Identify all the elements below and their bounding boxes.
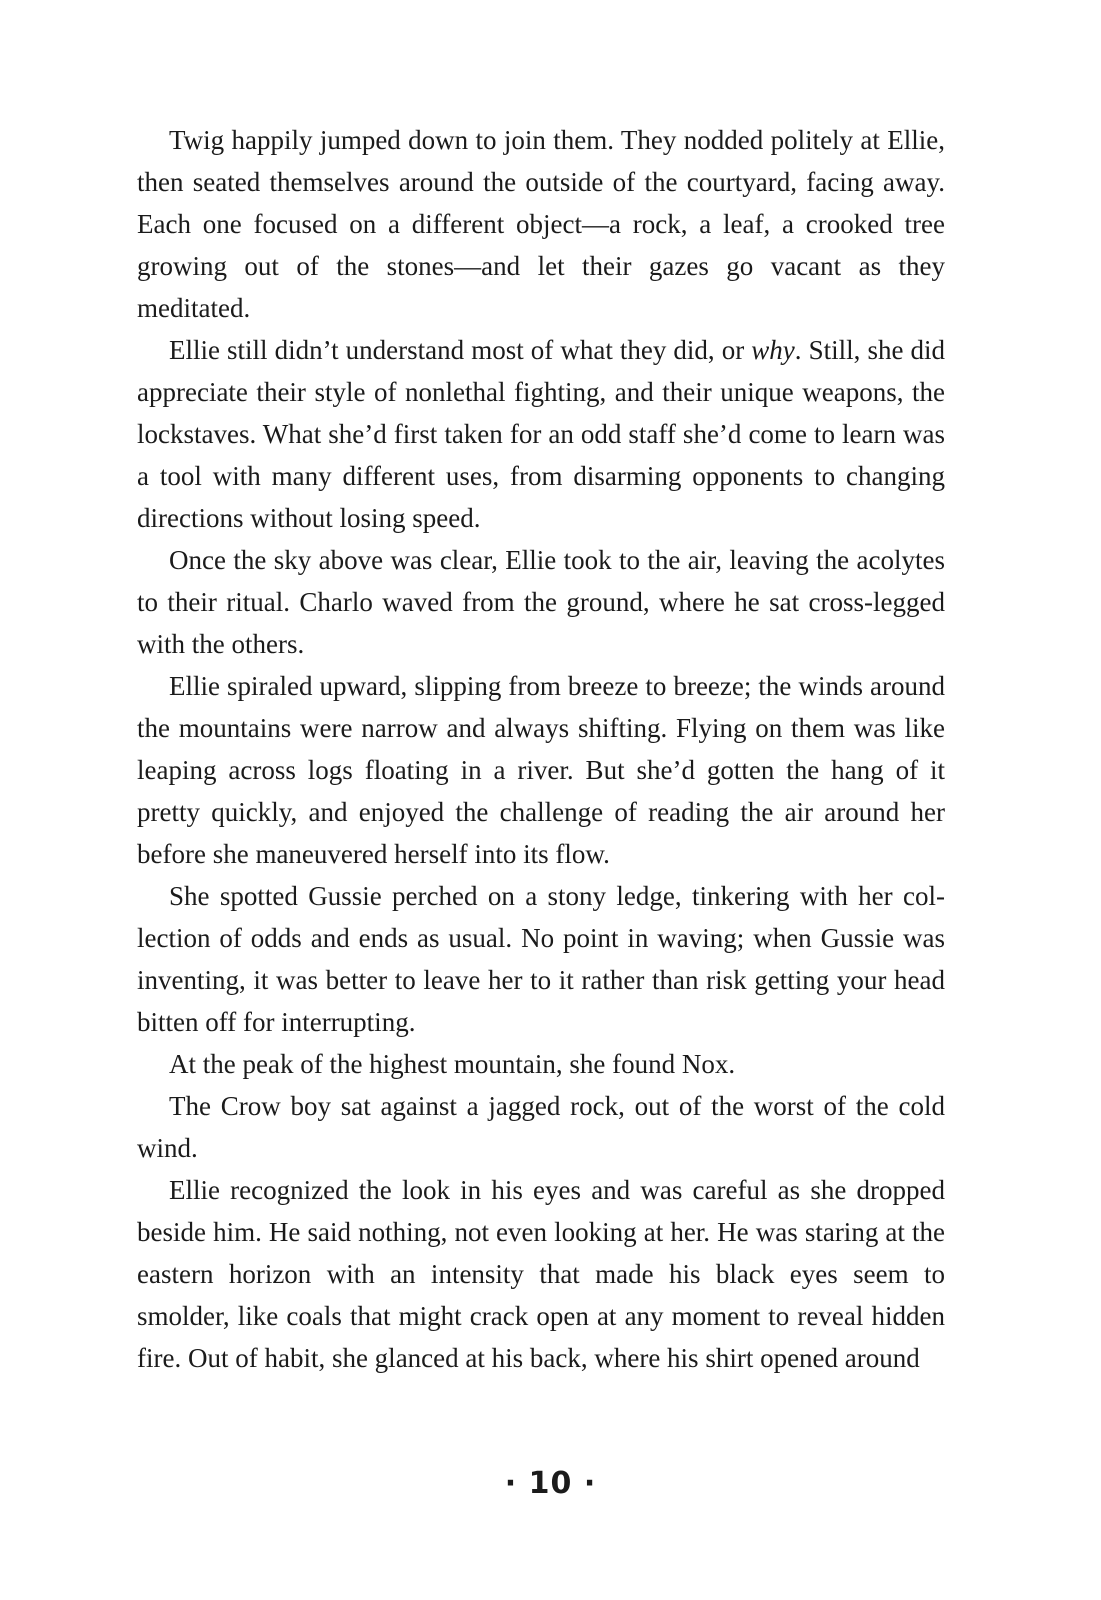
paragraph-8 <box>137 1169 945 1379</box>
paragraph-8-text: Ellie recognized the look in his eyes and was careful as she dropped beside him. He said nothing, not even looking at her. He was staring at the eastern horizon with an intensity that made his black eyes seem to smolder, like coals that might crack open at any moment to reveal hidden fire. Out of habit, she glanced at his back, where his shirt opened around <box>137 1175 945 1373</box>
paragraph-5 <box>137 875 945 1043</box>
paragraph-2-emphasis: why <box>751 335 795 365</box>
paragraph-6-text: At the peak of the highest mountain, she found Nox. <box>169 1049 736 1079</box>
paragraph-5-text: She spotted Gussie perched on a stony ledge, tinkering with her collection of odds and ends as usual. No point in waving; when Gussie was inventing, it was better to leave her to it rather than risk getting your head bitten off for interrupting. <box>137 881 945 1037</box>
paragraph-3-text: Once the sky above was clear, Ellie took to the air, leaving the acolytes to their ritual. Charlo waved from the ground, where he sat cross-legged with the others. <box>137 545 945 659</box>
paragraph-4-text: Ellie spiraled upward, slipping from breeze to breeze; the winds around the mountains were narrow and always shifting. Flying on them was like leaping across logs floating in a river. But she’d gotten the hang of it pretty quickly, and enjoyed the challenge of reading the air around her before she maneuvered herself into its flow. <box>137 671 945 869</box>
paragraph-6 <box>137 1043 945 1085</box>
paragraph-7-text: The Crow boy sat against a jagged rock, out of the worst of the cold wind. <box>137 1091 945 1163</box>
paragraph-7 <box>137 1085 945 1169</box>
paragraph-4 <box>137 665 945 875</box>
page-number: · 10 · <box>504 1466 597 1501</box>
paragraph-2-text-start: Ellie still didn’t understand most of what they did, or <box>169 335 752 365</box>
body-text <box>137 119 945 1379</box>
paragraph-2-text-end: . Still, she did appreciate their style of nonlethal fighting, and their unique weapons, the lockstaves. What she’d first taken for an odd staff she’d come to learn was a tool with many different uses, from disarming opponents to changing directions without losing speed. <box>137 335 945 533</box>
paragraph-3 <box>137 539 945 665</box>
paragraph-1 <box>137 119 945 329</box>
paragraph-2 <box>137 329 945 539</box>
paragraph-1-text: Twig happily jumped down to join them. They nodded politely at Ellie, then seated themselves around the outside of the courtyard, facing away. Each one focused on a different object—a rock, a leaf, a crooked tree growing out of the stones—and let their gazes go vacant as they meditated. <box>137 125 945 323</box>
